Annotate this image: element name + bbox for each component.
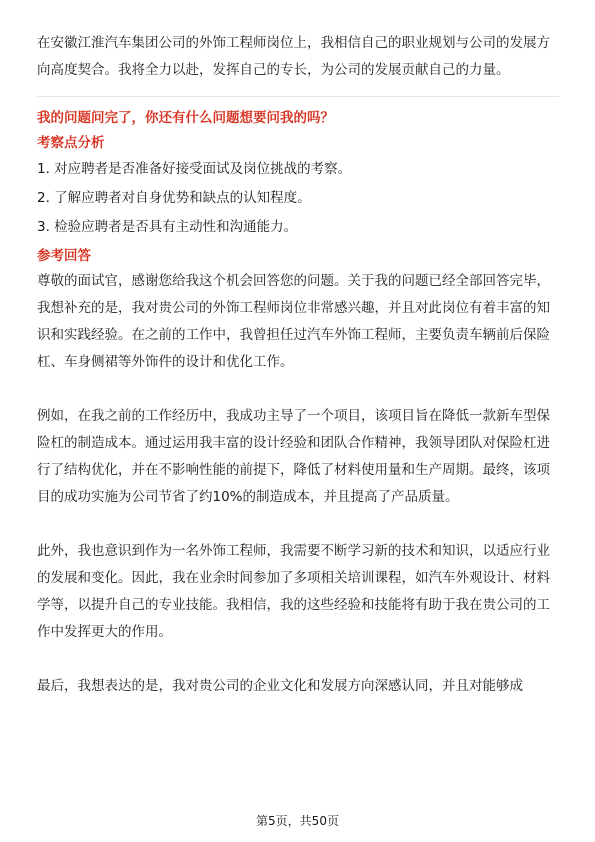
answer-paragraph: 最后，我想表达的是，我对贵公司的企业文化和发展方向深感认同，并且对能够成: [37, 678, 523, 694]
analysis-heading: 考察点分析: [37, 135, 105, 151]
section-divider: [37, 96, 559, 97]
answer-heading: 参考回答: [37, 248, 91, 264]
interview-question: 我的问题问完了，你还有什么问题想要问我的吗？: [37, 110, 334, 126]
page-content: [37, 30, 559, 700]
analysis-item: 3. 检验应聘者是否具有主动性和沟通能力。: [37, 219, 298, 235]
answer-paragraph: 此外，我也意识到作为一名外饰工程师，我需要不断学习新的技术和知识，以适应行业的发展和变化。因此，我在业余时间参加了多项相关培训课程，如汽车外观设计、材料学等，以提升自己的专业技能。我相信，我的这些经验和技能将有助于我在贵公司的工作中发挥更大的作用。: [37, 543, 550, 640]
answer-paragraph: 尊敬的面试官，感谢您给我这个机会回答您的问题。关于我的问题已经全部回答完毕，我想补充的是，我对贵公司的外饰工程师岗位非常感兴趣，并且对此岗位有着丰富的知识和实践经验。在之前的工作中，我曾担任过汽车外饰工程师，主要负责车辆前后保险杠、车身侧裙等外饰件的设计和优化工作。: [37, 273, 550, 370]
page-number: 第5页，共50页: [256, 814, 339, 828]
analysis-item: 2. 了解应聘者对自身优势和缺点的认知程度。: [37, 190, 311, 206]
intro-paragraph: 在安徽江淮汽车集团公司的外饰工程师岗位上，我相信自己的职业规划与公司的发展方向高度契合。我将全力以赴，发挥自己的专长，为公司的发展贡献自己的力量。: [37, 35, 550, 78]
analysis-item: 1. 对应聘者是否准备好接受面试及岗位挑战的考察。: [37, 161, 352, 177]
answer-paragraph: 例如，在我之前的工作经历中，我成功主导了一个项目，该项目旨在降低一款新车型保险杠的制造成本。通过运用我丰富的设计经验和团队合作精神，我领导团队对保险杠进行了结构优化，并在不影响性能的前提下，降低了材料使用量和生产周期。最终，该项目的成功实施为公司节省了约10%的制造成本，并且提高了产品质量。: [37, 408, 550, 505]
